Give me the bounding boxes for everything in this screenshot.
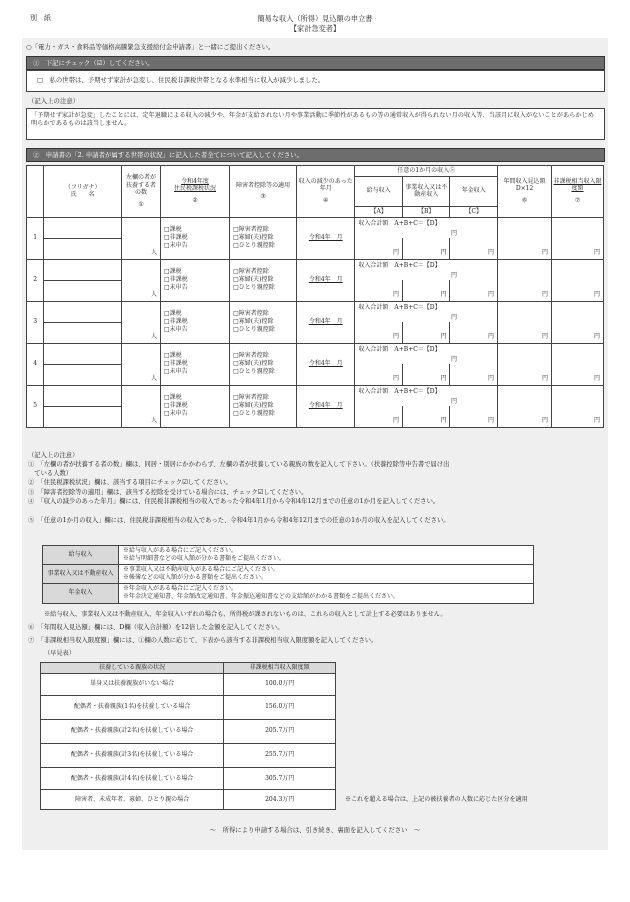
pension-field[interactable]: 円	[450, 364, 498, 385]
special-table	[40, 789, 336, 810]
quick-table-h1: 扶養している親族の状況	[41, 663, 224, 674]
limit-field[interactable]: 円	[552, 343, 604, 385]
quick-row: 配偶者・扶養親族(計3名)を扶養している場合 255.7万円	[41, 743, 336, 767]
quick-row: 配偶者・扶養親族(計4名)を扶養している場合 305.7万円	[41, 767, 336, 791]
income-doc-table	[42, 545, 534, 604]
pension-header: 年金収入	[450, 176, 498, 206]
pension-field[interactable]: 円	[450, 280, 498, 301]
note-6: ⑥ 「年間収入見込額」欄には、D欄（収入合計額）を12倍した金額を記入してください。	[28, 624, 284, 631]
special-status: 障害者、未成年者、寡婦、ひとり親の場合	[41, 790, 224, 810]
name-kana-field[interactable]	[44, 217, 122, 238]
dependents-header: 左欄の者が扶養する者の数 ①	[122, 166, 161, 218]
deduction-checkboxes[interactable]: □障害者控除 □寡婦(夫)控除 □ひとり親控除	[230, 259, 297, 301]
quick-table-title: （早見表）	[44, 650, 75, 657]
name-kana-field[interactable]	[44, 259, 122, 280]
deduction-header: 障害者控除等の適用 ③	[230, 166, 297, 218]
quick-row: 単身又は扶養親族がいない場合 100.0万円	[41, 673, 336, 695]
special-note: ※これを超える場合は、上記の被扶養者の人数に応じた区分を適用	[345, 796, 528, 803]
pension-field[interactable]: 円	[450, 406, 498, 427]
annual-field[interactable]: 円	[498, 259, 552, 301]
dependents-field[interactable]: 人	[122, 259, 161, 301]
salary-header: 給与収入	[355, 176, 403, 206]
salary-field[interactable]: 円	[355, 364, 403, 385]
deduction-checkboxes[interactable]: □障害者控除 □寡婦(夫)控除 □ひとり親控除	[230, 217, 297, 259]
name-header: （フリガナ） 氏 名	[44, 166, 122, 218]
deduction-checkboxes[interactable]: □障害者控除 □寡婦(夫)控除 □ひとり親控除	[230, 301, 297, 343]
household-row	[27, 217, 604, 238]
quick-row: 配偶者・扶養親族(計2名)を扶養している場合 205.7万円	[41, 719, 336, 743]
household-row	[27, 301, 604, 322]
household-table: （フリガナ） 氏 名 左欄の者が扶養する者の数 ① 令和4年度 住民税課税状況 ② 障害者控除等の適用 ③ 収入の減少のあった年月 ④ 任意の1か月の収入⑤ 年間収入見込額 D×12 ⑥ 非課税相当収入限度額 ⑦ 給与収入 事業収入又は不動産収入 年金収入 【A】 【B】 【C】 1 人 □課税 □非課税 □未申告 □障害者控除 □寡婦(夫)控除 □ひとり親控除 令和4年 月 収入合計額 A+B+C＝【D】 円 円 円 円 円 円 2 人 □課税 □非課税 □未申告 □障害者控除 □寡婦(夫)控除 □ひとり親控除 令和4年 月 収入合計額 A+B+C＝【D】 円 円 円 円 円 円 3 人 □課税 □非課税 □未申告 □障害者控除 □寡婦(夫)控除 □ひとり親控除 令和4年 月 収入合計額 A+B+C＝【D】 円 円 円 円 円 円 4 人 □課税 □非課税 □未申告 □障害者控除 □寡婦(夫)控除 □ひとり親控除 令和4年 月 収入合計額 A+B+C＝【D】 円 円 円 円 円 円 5 人 □課税 □非課税 □未申告 □障害者控除 □寡婦(夫)控除 □ひとり親控除 令和4年 月 収入合計額 A+B+C＝【D】 円 円 円 円 円 円	[26, 165, 604, 428]
section1-note: 「予期せず家計が急変」したことには、定年退職による収入の減少や、年金が支給されない月や事業活動に季節性があるもの等の通常収入が得られない月の収入等、当該月に収入がないことがあらかじめ明らかであるものは該当しません。	[26, 108, 605, 140]
tax-status-checkboxes[interactable]: □課税 □非課税 □未申告	[160, 259, 229, 301]
tax-status-checkboxes[interactable]: □課税 □非課税 □未申告	[160, 217, 229, 259]
section1-checkbox-text: □ 私の世帯は、予期せず家計が急変し、住民税非課税世帯となる水準相当に収入が減少しました。	[37, 76, 325, 84]
document-title	[0, 14, 630, 33]
quick-row: 配偶者・扶養親族(1名)を扶養している場合 156.0万円	[41, 695, 336, 719]
footer-text: ～ 所得により申請する場合は、引き続き、裏面を記入してください ～	[209, 826, 421, 834]
reduced-month-field[interactable]: 令和4年 月	[297, 343, 355, 385]
salary-field[interactable]: 円	[355, 322, 403, 343]
sum-field[interactable]: 収入合計額 A+B+C＝【D】 円	[355, 343, 498, 364]
sum-field[interactable]: 収入合計額 A+B+C＝【D】 円	[355, 259, 498, 280]
income-row-pension: 年金収入 ※年金収入がある場合にご記入ください。 ※年金決定通知書、年金額改定通知書、年金振込通知書などの支給額がわかる書類をご提出ください。	[43, 584, 534, 603]
salary-field[interactable]: 円	[355, 280, 403, 301]
sum-field[interactable]: 収入合計額 A+B+C＝【D】 円	[355, 217, 498, 238]
reduced-month-field[interactable]: 令和4年 月	[297, 385, 355, 427]
tax-status-checkboxes[interactable]: □課税 □非課税 □未申告	[160, 343, 229, 385]
name-field[interactable]	[44, 280, 122, 301]
pension-field[interactable]: 円	[450, 322, 498, 343]
sum-field[interactable]: 収入合計額 A+B+C＝【D】 円	[355, 385, 498, 406]
deduction-checkboxes[interactable]: □障害者控除 □寡婦(夫)控除 □ひとり親控除	[230, 343, 297, 385]
name-field[interactable]	[44, 238, 122, 259]
monthly-income-header: 任意の1か月の収入⑤	[355, 166, 498, 177]
limit-header: 非課税相当収入限度額 ⑦	[552, 166, 604, 218]
business-header: 事業収入又は不動産収入	[402, 176, 450, 206]
household-row	[27, 259, 604, 280]
quick-table-h2: 非課税相当収入限度額	[224, 663, 336, 674]
quick-table	[40, 662, 336, 792]
row-number: 4	[27, 343, 44, 385]
reduced-month-field[interactable]: 令和4年 月	[297, 259, 355, 301]
tax-status-header: 令和4年度 住民税課税状況 ②	[160, 166, 229, 218]
name-field[interactable]	[44, 364, 122, 385]
sum-field[interactable]: 収入合計額 A+B+C＝【D】 円	[355, 301, 498, 322]
annual-field[interactable]: 円	[498, 343, 552, 385]
business-field[interactable]: 円	[402, 322, 450, 343]
title-line2: 【家計急変者】	[289, 23, 341, 33]
salary-field[interactable]: 円	[355, 406, 403, 427]
dependents-field[interactable]: 人	[122, 343, 161, 385]
section1-band: ① 下記にチェック（☑）してください。	[26, 56, 605, 70]
tax-status-checkboxes[interactable]: □課税 □非課税 □未申告	[160, 301, 229, 343]
title-line1: 簡易な収入（所得）見込額の申立書	[257, 14, 373, 23]
section2-notes: （記入上の注意） ① 「左欄の者が扶養する者の数」欄は、同居・別居にかかわらず、左欄の者が扶養している親族の数を記入して下さい。（扶養控除等申告書で届け出 ている人数） ② 「住民税課税状況」欄は、該当する項目にチェック☑してください。 ③ 「障害者控除等の適用」欄は、該当する控除を受けている場合には、チェック☑してください。 ④ 「収入の減少のあった年月」欄には、住民税非課税相当の収入であった令和4年1月から令和4年12月までの任意の1か月を記入してください。 ⑤ 「任意の1か月の収入」欄には、住民税非課税相当の収入であった、令和4年1月から令和4年12月までの任意の1か月の収入を記入してください。	[28, 452, 450, 524]
income-row-salary: 給与収入 ※給与収入がある場合にご記入ください。 ※給与明細書などの収入額が分かる書類をご提出ください。	[43, 546, 534, 565]
special-amount: 204.3万円	[224, 790, 336, 810]
dependents-field[interactable]: 人	[122, 301, 161, 343]
name-kana-field[interactable]	[44, 301, 122, 322]
annual-header: 年間収入見込額 D×12 ⑥	[498, 166, 552, 218]
limit-field[interactable]: 円	[552, 301, 604, 343]
deduction-checkboxes[interactable]: □障害者控除 □寡婦(夫)控除 □ひとり親控除	[230, 385, 297, 427]
reduced-month-header: 収入の減少のあった年月 ④	[297, 166, 355, 218]
limit-field[interactable]: 円	[552, 217, 604, 259]
business-field[interactable]: 円	[402, 238, 450, 259]
household-row	[27, 343, 604, 364]
section2-band: ② 申請書の「2. 申請者が属する世帯の状況」に記入した者全てについて記入してください。	[26, 148, 605, 162]
name-field[interactable]	[44, 322, 122, 343]
note-7: ⑦ 「非課税相当収入限度額」欄には、①欄の人数に応じて、下表から該当する非課税相当収入限度額を記入してください。	[28, 637, 378, 644]
dependents-field[interactable]: 人	[122, 217, 161, 259]
annual-field[interactable]: 円	[498, 217, 552, 259]
business-field[interactable]: 円	[402, 406, 450, 427]
tax-status-checkboxes[interactable]: □課税 □非課税 □未申告	[160, 385, 229, 427]
name-kana-field[interactable]	[44, 385, 122, 406]
reduced-month-field[interactable]: 令和4年 月	[297, 301, 355, 343]
footnote: ※給与収入、事業収入又は不動産収入、年金収入いずれの場合も、所得税が課されないものは、これらの収入として計上する必要はありません。	[44, 611, 447, 618]
row-number: 3	[27, 301, 44, 343]
annual-field[interactable]: 円	[498, 385, 552, 427]
income-row-business: 事業収入又は不動産収入 ※事業収入又は不動産収入がある場合にご記入ください。 ※帳簿などの収入額が分かる書類をご提出ください。	[43, 565, 534, 584]
pension-field[interactable]: 円	[450, 238, 498, 259]
section1-checkbox[interactable]	[26, 70, 605, 92]
section1-note-title: （記入上の注意）	[28, 97, 80, 105]
document-label: 別 紙	[30, 14, 51, 22]
annual-field[interactable]: 円	[498, 301, 552, 343]
limit-field[interactable]: 円	[552, 259, 604, 301]
household-row	[27, 385, 604, 406]
intro-text: ○「電力・ガス・食料品等価格高騰緊急支援給付金申請書」と一緒にご提出ください。	[26, 43, 275, 51]
business-field[interactable]: 円	[402, 364, 450, 385]
reduced-month-field[interactable]: 令和4年 月	[297, 217, 355, 259]
name-kana-field[interactable]	[44, 343, 122, 364]
salary-field[interactable]: 円	[355, 238, 403, 259]
dependents-field[interactable]: 人	[122, 385, 161, 427]
business-field[interactable]: 円	[402, 280, 450, 301]
limit-field[interactable]: 円	[552, 385, 604, 427]
row-number: 5	[27, 385, 44, 427]
row-number: 1	[27, 217, 44, 259]
row-number: 2	[27, 259, 44, 301]
name-field[interactable]	[44, 406, 122, 427]
